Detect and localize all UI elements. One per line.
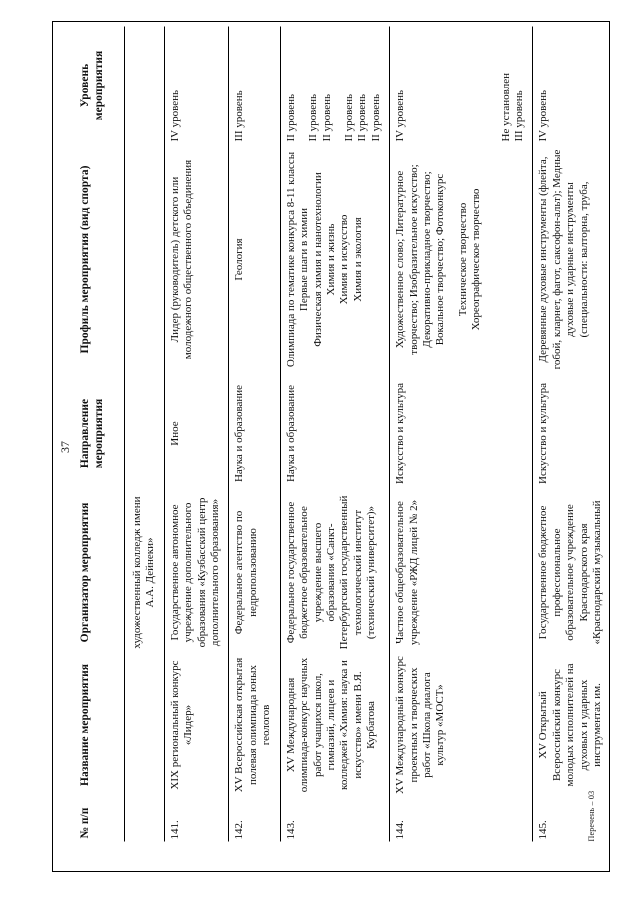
event-name-cell: XV Международная олимпиада-конкурс научных работ учащихся школ, гимназий, лицеев и колледжей «Химия: наука и искусство» имени В.Я. Курбатова	[280, 652, 389, 797]
level-line: Не установлен	[499, 72, 512, 141]
direction-cell: Искусство и культура	[533, 374, 611, 492]
organizer-cell: Государственное автономное учреждение дополнительного образования «Кузбасский центр дополнительного образования»	[164, 492, 229, 652]
profile-line: Химия и искусство	[338, 214, 351, 304]
footer-label: Перечень – 03	[587, 790, 596, 841]
organizer-cell: Федеральное агентство по недропользованию	[229, 492, 280, 652]
table-row	[164, 26, 229, 841]
profile-line: Химия и экология	[351, 216, 364, 302]
profile-line: Техническое творчество	[456, 202, 469, 316]
level-line: II уровень	[369, 93, 382, 141]
profile-line: Хореографическое творчество	[470, 188, 483, 330]
header-profile: Профиль мероприятия (вид спорта)	[72, 144, 125, 374]
profile-line: Физическая химия и нанотехнологии	[311, 171, 324, 347]
level-cell: IV уровень	[533, 26, 611, 144]
level-cell: III уровень	[229, 26, 280, 144]
organizer-cell: Государственное бюджетное профессиональное образовательное учреждение Краснодарского края «Краснодарский музыкальный	[533, 492, 611, 652]
profile-cell: Деревянные духовые инструменты (флейта, гобой, кларнет, фагот, саксофон-альт); Медные духовые и ударные инструменты (специальности: валторна, труба,	[533, 144, 611, 374]
profile-cell: Геология	[229, 144, 280, 374]
page-number: 37	[58, 440, 72, 453]
row-number: 145.	[533, 797, 611, 841]
table-row	[533, 26, 611, 841]
direction-cell: Наука и образование	[280, 374, 389, 492]
organizer-cell: художественный колледж имени А.А. Дейнеки»	[131, 495, 157, 649]
profile-line: Химия и жизнь	[324, 223, 337, 295]
profile-line: Олимпиада по тематике конкурса 8-11 классы	[284, 151, 297, 367]
profile-line: Художественное слово; Литературное творчество; Изобразительное искусство; Декоративно-прикладное творчество; Вокальное творчество; Фотоконкурс	[394, 163, 447, 355]
profile-line: Первые шаги в химии	[298, 207, 311, 311]
profile-cell	[280, 144, 389, 374]
row-number: 141.	[164, 797, 229, 841]
event-name-cell: XV Всероссийская открытая полевая олимпиада юных геологов	[229, 652, 280, 797]
document-page	[52, 21, 610, 872]
direction-cell: Наука и образование	[229, 374, 280, 492]
level-line: II уровень	[356, 93, 369, 141]
rotated-content	[52, 22, 610, 871]
organizer-cell: Частное общеобразовательное учреждение «РЖД лицей № 2»	[390, 492, 533, 652]
level-cell	[280, 26, 389, 144]
level-line: II уровень	[307, 93, 320, 141]
level-cell: IV уровень	[164, 26, 229, 144]
events-table	[72, 26, 610, 841]
header-organizer: Организатор мероприятия	[72, 492, 125, 652]
level-line: II уровень	[342, 93, 355, 141]
level-line: II уровень	[284, 93, 297, 141]
level-line: II уровень	[320, 93, 333, 141]
event-name-cell: XV Международный конкурс проектных и творческих работ «Школа диалога культур «МОСТ»	[390, 652, 533, 797]
level-cell	[390, 26, 533, 144]
level-line: III уровень	[512, 89, 525, 141]
event-name-cell: XV Открытый Всероссийский конкурс молодых исполнителей на духовых и ударных инструментах им.	[533, 652, 611, 797]
header-direction: Направление мероприятия	[72, 374, 125, 492]
direction-cell: Искусство и культура	[390, 374, 533, 492]
profile-cell	[390, 144, 533, 374]
row-number: 142.	[229, 797, 280, 841]
event-name-cell: XIX региональный конкурс «Лидер»	[164, 652, 229, 797]
profile-cell: Лидер (руководитель) детского или молодежного общественного объединения	[164, 144, 229, 374]
level-line: IV уровень	[394, 89, 407, 141]
table-row-continuation	[125, 26, 165, 841]
header-name: Название мероприятия	[72, 652, 125, 797]
table-header-row	[72, 26, 125, 841]
row-number: 143.	[280, 797, 389, 841]
table-row	[390, 26, 533, 841]
table-row	[280, 26, 389, 841]
header-level: Уровень мероприятия	[72, 26, 125, 144]
organizer-cell: Федеральное государственное бюджетное образовательное учреждение высшего образования «Санкт-Петербургский государственный технологический институт (технический университет)»	[280, 492, 389, 652]
header-num: № п/п	[72, 797, 125, 841]
row-number: 144.	[390, 797, 533, 841]
table-row	[229, 26, 280, 841]
direction-cell: Иное	[164, 374, 229, 492]
